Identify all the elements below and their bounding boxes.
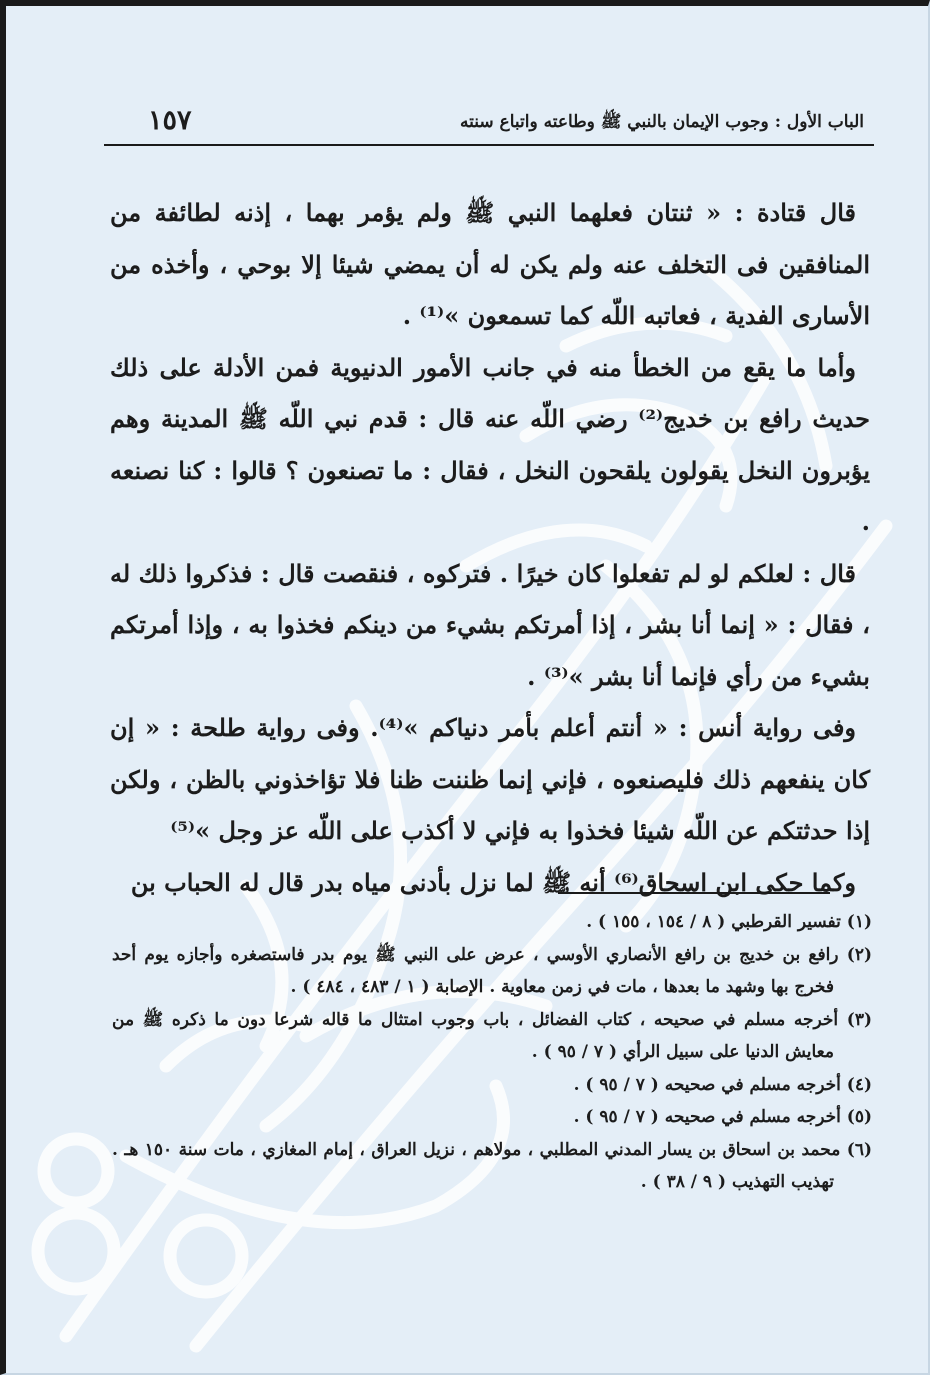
footnote: (٢) رافع بن خديج بن رافع الأنصاري الأوسي ، عرض على النبي ﷺ يوم بدر فاستصغره وأجازه يوم أحد فخرج بها وشهد ما بعدها ، مات في زمن معاوية . الإصابة ( ١ / ٤٨٣ ، ٤٨٤ ) .	[112, 944, 872, 997]
paragraph: وكما حكى ابن اسحاق⁽⁶⁾ أنه ﷺ لما نزل بأدنى مياه بدر قال له الحباب بن	[130, 867, 856, 897]
main-text	[110, 187, 870, 908]
paragraph: قال قتادة : « ثنتان فعلهما النبي ﷺ ولم يؤمر بهما ، إذنه لطائفة من المنافقين فى التخلف عنه ولم يكن له أن يمضي شيئا إلا بوحي ، وأخذه من الأسارى الفدية ، فعاتبه اللّه كما تسمعون »⁽¹⁾ .	[110, 198, 870, 330]
paragraph: وفى رواية أنس : « أنتم أعلم بأمر دنياكم »⁽⁴⁾. وفى رواية طلحة : « إن كان ينفعهم ذلك فليصنعوه ، فإني إنما ظننت ظنا فلا تؤاخذوني بالظن ، ولكن إذا حدثتكم عن اللّه شيئا فخذوا به فإني لا أكذب على اللّه عز وجل »⁽⁵⁾	[110, 713, 870, 845]
footnote: (١) تفسير القرطبي ( ٨ / ١٥٤ ، ١٥٥ ) .	[586, 912, 872, 932]
chapter-title: الباب الأول : وجوب الإيمان بالنبي ﷺ وطاعته واتباع سنته	[460, 112, 864, 132]
footnotes	[112, 906, 872, 1199]
running-header	[106, 104, 872, 144]
footnote: (٤) أخرجه مسلم في صحيحه ( ٧ / ٩٥ ) .	[573, 1074, 872, 1095]
footnote: (٦) محمد بن اسحاق بن يسار المدني المطلبي ، مولاهم ، نزيل العراق ، إمام المغازي ، مات سنة ١٥٠ هـ . تهذيب التهذيب ( ٩ / ٣٨ ) .	[112, 1139, 872, 1192]
footnote: (٣) أخرجه مسلم في صحيحه ، كتاب الفضائل ، باب وجوب امتثال ما قاله شرعا دون ما ذكره ﷺ من معايش الدنيا على سبيل الرأي ( ٧ / ٩٥ ) .	[112, 1009, 872, 1062]
paragraph: قال : لعلكم لو لم تفعلوا كان خيرًا . فتركوه ، فنقصت قال : فذكروا ذلك له ، فقال : « إنما أنا بشر ، إذا أمرتكم بشيء من دينكم فخذوا به ، وإذا أمرتكم بشيء من رأي فإنما أنا بشر »⁽³⁾ .	[110, 558, 870, 691]
header-divider	[104, 144, 874, 146]
footnote-divider	[558, 892, 830, 894]
paragraph: وأما ما يقع من الخطأ منه في جانب الأمور الدنيوية فمن الأدلة على ذلك حديث رافع بن خديج⁽²⁾ رضي اللّه عنه قال : قدم نبي اللّه ﷺ المدينة وهم يؤبرون النخل يقولون يلقحون النخل ، فقال : ما تصنعون ؟ قالوا : كنا نصنعه .	[110, 352, 871, 536]
footnote: (٥) أخرجه مسلم في صحيحه ( ٧ / ٩٥ ) .	[573, 1107, 872, 1127]
page-number: ١٥٧	[148, 105, 192, 136]
